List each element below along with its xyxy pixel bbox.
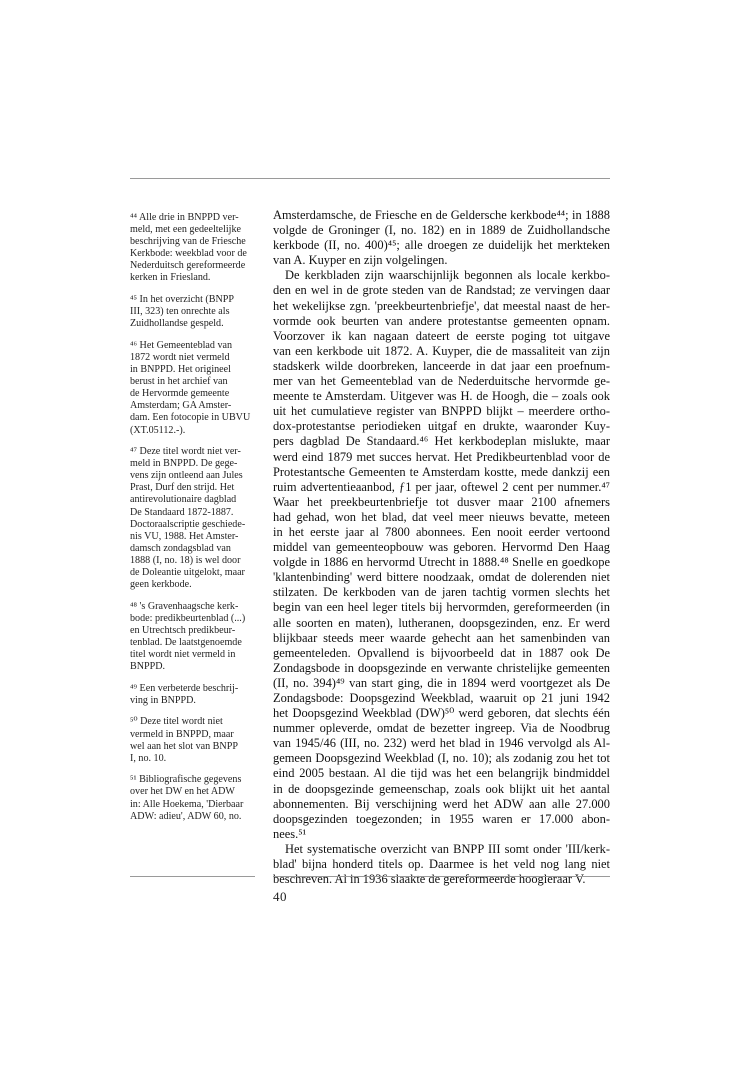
footnote-line: dam. Een fotocopie in UBVU: [130, 412, 251, 424]
body-text-line: De kerkbladen zijn waarschijnlijk begonnen als locale kerkbo-: [285, 268, 610, 283]
footnote-line: ⁴⁹ Een verbeterde beschrij-: [130, 682, 239, 694]
body-text-line: stadskerk wilde doorbreken, lanceerde in dat jaar een proefnum-: [273, 358, 610, 373]
footnote: [130, 683, 256, 707]
body-text-line: stilzaten. De kerkboden van de jaren tachtig vormen slechts het: [273, 585, 610, 600]
body-text-line: volgde in 1886 en hervormd Utrecht in 1888.⁴⁸ Snelle en goedkope: [273, 555, 610, 570]
body-text-line: gemeen Doopsgezind Weekblad (I, no. 10); als zodanig zou het tot: [273, 751, 610, 766]
body-text-line: vormde ook beurten van andere protestantse gemeenten opnam.: [273, 313, 610, 328]
footnote-line: geen kerkbode.: [130, 579, 192, 591]
footnote-line: III, 323) ten onrechte als: [130, 306, 230, 318]
body-text-line: doopsgezinden toegezonden; in 1955 waren er 17.000 abon-: [273, 811, 610, 826]
footnote-line: damsch zondagsblad van: [130, 542, 231, 554]
body-text-line: abonnementen. Bij verschijning werd het ADW aan alle 27.000: [273, 796, 610, 811]
body-text-line: Waar het preekbeurtenbriefje tot dusver maar 2100 afnemers: [273, 494, 610, 509]
footnote: [130, 212, 256, 285]
page-number: 40: [273, 889, 287, 904]
footnote-line: Nederduitsch gereformeerde: [130, 260, 246, 272]
footnote-line: Prast, Durf den strijd. Het: [130, 482, 235, 494]
main-text-column: [273, 208, 610, 887]
footnote-line: kerken in Friesland.: [130, 272, 211, 284]
footnote-line: 1872 wordt niet vermeld: [130, 351, 230, 363]
body-text-line: van een kerkbode uit 1872. A. Kuyper, die de massaliteit van zijn: [273, 343, 610, 358]
footnote-line: nis VU, 1988. Het Amster-: [130, 530, 239, 542]
body-text-line: had gehad, won het blad, dat veel meer nieuws bevatte, meteen: [273, 509, 610, 524]
footnote-line: Zuidhollandse gespeld.: [130, 318, 224, 330]
body-text-line: Voorzover ik kan nagaan dateert de eerste poging tot uitgave: [273, 328, 610, 343]
footnote: [130, 294, 256, 330]
body-text-line: alle soorten en maten), lutheranen, doopsgezinden, enz. Er werd: [273, 615, 610, 630]
footnote-line: De Standaard 1872-1887.: [130, 506, 234, 518]
body-text-line: begin van een heel leger titels bij hervormden, gereformeerden (in: [273, 600, 610, 615]
footnote-line: beschrijving van de Friesche: [130, 236, 246, 248]
footnote-line: (XT.05112.-).: [130, 424, 186, 436]
body-text-line: eind 2005 bestaan. Al die tijd was het een belangrijk bindmiddel: [273, 766, 610, 781]
footnote-line: BNPPD.: [130, 661, 166, 673]
footnote: [130, 601, 256, 674]
footnote-line: in: Alle Hoekema, 'Dierbaar: [130, 798, 244, 810]
body-text-line: van 1945/46 (III, no. 232) werd het blad in 1946 vervolgd als Al-: [273, 736, 610, 751]
body-text-line: werd eind 1879 met succes hervat. Het Predikbeurtenblad voor de: [273, 449, 610, 464]
footnote-line: ⁴⁸ 's Gravenhaagsche kerk-: [130, 600, 239, 612]
footnote-line: antirevolutionaire dagblad: [130, 494, 237, 506]
footnote-line: ⁵¹ Bibliografische gegevens: [130, 774, 242, 786]
footnote-line: tenblad. De laatstgenoemde: [130, 637, 242, 648]
footnote-line: Doctoraalscriptie geschiede-: [130, 518, 246, 530]
body-text-line: volgde de Groninger (I, no. 182) en in 1889 de Zuidhollandsche: [273, 223, 610, 238]
body-text-line: dox-protestantse periodieken uitgaf en drukte, waaronder Kuy-: [273, 419, 610, 434]
body-text-line: uit het cumulatieve register van BNPPD blijkt – meerdere ortho-: [273, 404, 610, 419]
body-text-line: gemeenteleden. Opvallend is bijvoorbeeld dat in 1887 ook De: [273, 645, 610, 660]
body-text-line: Amsterdamsche, de Friesche en de Geldersche kerkbode⁴⁴; in 1888: [273, 208, 610, 222]
footnote-line: ⁴⁴ Alle drie in BNPPD ver-: [130, 212, 239, 223]
body-text-line: het wekelijkse zgn. 'preekbeurtenbriefje', dat meestal naast de her-: [273, 298, 610, 313]
footnote-line: in BNPPD. Het origineel: [130, 364, 231, 376]
body-text-line: in de doopsgezinde gemeenschap, zoals ook blijkt uit het aantal: [273, 781, 610, 796]
body-text-line: pers dagblad De Standaard.⁴⁶ Het kerkbodeplan mislukte, maar: [273, 434, 610, 449]
body-text-line: (II, no. 394)⁴⁹ van start ging, die in 1894 werd voortgezet als De: [273, 675, 610, 690]
footnotes-column: [130, 212, 256, 832]
footnote: [130, 446, 256, 591]
body-text-line: middel van gemeenteopbouw was geboren. Hervormd Den Haag: [273, 540, 610, 555]
body-text-line: nees.⁵¹: [273, 826, 307, 841]
body-text-line: Zondagsbode in doopsgezinde en verwante christelijke gemeenten: [273, 660, 610, 675]
footnote-line: ⁴⁶ Het Gemeenteblad van: [130, 339, 233, 351]
footnote-line: over het DW en het ADW: [130, 786, 235, 798]
footnote: [130, 774, 256, 822]
top-rule: [130, 178, 610, 179]
footnote-line: Amsterdam; GA Amster-: [130, 400, 232, 412]
footnote-line: wel aan het slot van BNPP: [130, 740, 238, 752]
footnote-line: meld in BNPPD. De gege-: [130, 458, 238, 470]
main-bottom-rule: [273, 876, 610, 877]
body-text-line: kerkbode (II, no. 400)⁴⁵; alle droegen ze duidelijk het merkteken: [273, 238, 610, 253]
body-text-line: ruim advertentieaanbod, ƒ1 per jaar, oftewel 2 cent per nummer.⁴⁷: [273, 479, 610, 494]
footnotes-bottom-rule: [130, 876, 255, 877]
footnote-line: meld, met een gedeeltelijke: [130, 224, 241, 236]
footnote-line: titel wordt niet vermeld in: [130, 649, 236, 661]
footnote-line: I, no. 10.: [130, 752, 167, 764]
body-text-line: Zondagsbode: Doopsgezind Weekblad, waaruit op 21 juni 1942: [273, 691, 610, 705]
footnote-line: ⁴⁵ In het overzicht (BNPP: [130, 294, 235, 306]
footnote: [130, 716, 256, 764]
body-text-line: den en wel in de grote steden van de Randstad; ze vervingen daar: [273, 283, 610, 298]
footnote-line: ⁵⁰ Deze titel wordt niet: [130, 716, 223, 728]
footnote-line: ⁴⁷ Deze titel wordt niet ver-: [130, 446, 241, 458]
body-text-line: blad' bijna honderd titels op. Daarmee is het veld nog lang niet: [273, 857, 610, 872]
body-text-line: het Doopsgezind Weekblad (DW)⁵⁰ werd geboren, dat slechts één: [273, 706, 610, 721]
footnote-line: vermeld in BNPPD, maar: [130, 728, 234, 740]
footnote-line: de Doleantie uitgelokt, maar: [130, 567, 245, 579]
body-text-line: in het eerste jaar al 7800 abonnees. Een nooit eerder vertoond: [273, 524, 610, 539]
body-text-line: beschreven. Al in 1936 slaakte de gereformeerde hoogleraar V.: [273, 872, 586, 887]
body-text-line: blijkbaar steeds meer waarde gehecht aan het samenbinden van: [273, 630, 610, 645]
body-text-line: Protestantsche Gemeenten te Amsterdam kostte, mede dankzij een: [273, 464, 610, 479]
body-text-line: 'klantenbinding' werd bittere noodzaak, omdat de dolerenden niet: [273, 570, 610, 585]
footnote-line: bode: predikbeurtenblad (...): [130, 612, 246, 624]
footnote-line: ADW: adieu', ADW 60, no.: [130, 810, 242, 822]
body-text-line: mer van het Gemeenteblad van de Nederduitsche hervormde ge-: [273, 374, 610, 389]
footnote-line: en Utrechtsch predikbeur-: [130, 624, 236, 636]
body-text-line: van A. Kuyper en zijn volgelingen.: [273, 253, 448, 268]
footnote-line: de Hervormde gemeente: [130, 388, 230, 400]
footnote-line: ving in BNPPD.: [130, 694, 196, 706]
footnote-line: Kerkbode: weekblad voor de: [130, 248, 247, 260]
footnote-line: 1888 (I, no. 18) is wel door: [130, 554, 241, 566]
footnote: [130, 340, 256, 437]
body-text-line: meente te Amsterdam. Uitgever was H. de Hoogh, die – zoals ook: [273, 389, 610, 404]
footnote-line: vens zijn ontleend aan Jules: [130, 470, 243, 482]
footnote-line: berust in het archief van: [130, 376, 228, 388]
body-text-line: Het systematische overzicht van BNPP III somt onder 'III/kerk-: [285, 841, 610, 856]
body-text-line: nummer opleverde, omdat de bezetter ingreep. Via de Noodbrug: [273, 721, 610, 736]
